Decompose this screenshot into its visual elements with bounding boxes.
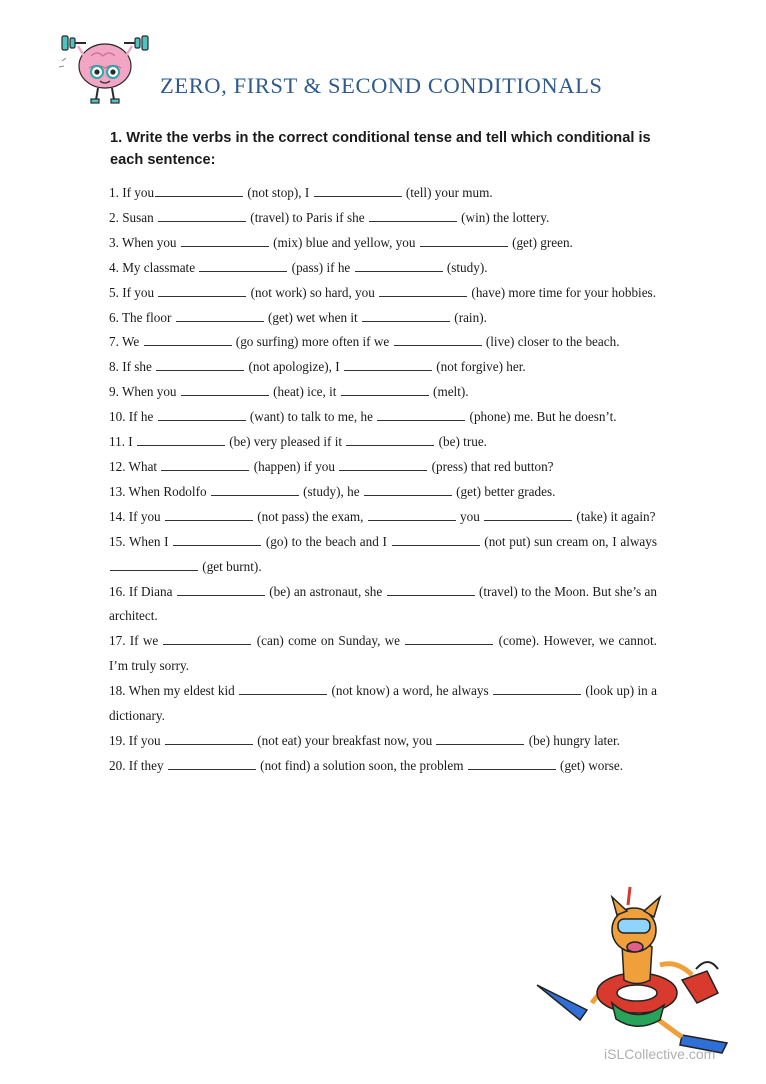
- item-text: (not apologize), I: [245, 359, 343, 375]
- item-text: (not work) so hard, you: [247, 284, 379, 300]
- item-text: 6. The floor: [109, 309, 175, 325]
- exercise-item: [109, 405, 657, 430]
- answer-blank[interactable]: [368, 510, 456, 521]
- answer-blank[interactable]: [137, 435, 225, 446]
- item-text: (want) to talk to me, he: [246, 409, 377, 425]
- item-text: (come). However, we cannot. I’m truly sorry.: [109, 633, 657, 674]
- exercise-item: [109, 256, 657, 281]
- item-text: 1. If you: [109, 185, 155, 200]
- item-text: (heat) ice, it: [269, 384, 340, 400]
- answer-blank[interactable]: [199, 261, 287, 272]
- answer-blank[interactable]: [355, 261, 443, 272]
- exercise-item: [109, 729, 657, 754]
- item-text: (go) to the beach and I: [262, 533, 391, 549]
- item-text: (not know) a word, he always: [328, 683, 492, 699]
- answer-blank[interactable]: [176, 311, 264, 322]
- snorkeling-cat-icon: [532, 885, 732, 1055]
- answer-blank[interactable]: [493, 684, 581, 695]
- item-text: 2. Susan: [109, 209, 157, 225]
- item-text: 19. If you: [109, 732, 164, 748]
- item-text: (tell) your mum.: [402, 185, 493, 200]
- item-text: (travel) to the Moon. But she’s an architect.: [109, 583, 657, 624]
- item-text: 17. If we: [109, 633, 163, 649]
- item-text: (get) better grades.: [452, 483, 556, 499]
- exercise-item: [109, 231, 657, 256]
- item-text: (have) more time for your hobbies.: [468, 284, 656, 300]
- item-text: (pass) if he: [288, 259, 354, 275]
- item-text: 12. What: [109, 458, 161, 474]
- answer-blank[interactable]: [484, 510, 572, 521]
- answer-blank[interactable]: [239, 684, 327, 695]
- exercise-item: [109, 281, 657, 306]
- item-text: (phone) me. But he doesn’t.: [466, 409, 617, 425]
- page-title: ZERO, FIRST & SECOND CONDITIONALS: [160, 73, 603, 98]
- exercise-instruction: 1. Write the verbs in the correct conditional tense and tell which conditional is each sentence:: [110, 130, 651, 168]
- answer-blank[interactable]: [369, 211, 457, 222]
- item-text: 7. We: [109, 334, 143, 350]
- item-text: 16. If Diana: [109, 583, 176, 599]
- item-text: 15. When I: [109, 533, 173, 549]
- exercise-item: [109, 306, 657, 331]
- item-text: 9. When you: [109, 384, 180, 400]
- answer-blank[interactable]: [420, 236, 508, 247]
- answer-blank[interactable]: [158, 286, 246, 297]
- item-text: (melt).: [429, 384, 469, 400]
- item-text: (be) an astronaut, she: [265, 583, 386, 599]
- item-text: (press) that red button?: [428, 458, 554, 474]
- answer-blank[interactable]: [163, 634, 251, 645]
- answer-blank[interactable]: [158, 410, 246, 421]
- item-text: (get burnt).: [199, 558, 262, 574]
- answer-blank[interactable]: [110, 560, 198, 571]
- item-text: 5. If you: [109, 284, 158, 300]
- item-text: 14. If you: [109, 508, 164, 524]
- answer-blank[interactable]: [144, 335, 232, 346]
- answer-blank[interactable]: [364, 485, 452, 496]
- answer-blank[interactable]: [346, 435, 434, 446]
- item-text: (not eat) your breakfast now, you: [253, 732, 436, 748]
- answer-blank[interactable]: [168, 759, 256, 770]
- answer-blank[interactable]: [211, 485, 299, 496]
- answer-blank[interactable]: [387, 585, 475, 596]
- answer-blank[interactable]: [405, 634, 493, 645]
- exercise-item: [109, 530, 657, 580]
- item-text: (mix) blue and yellow, you: [269, 234, 419, 250]
- answer-blank[interactable]: [392, 535, 480, 546]
- item-text: (not find) a solution soon, the problem: [256, 757, 467, 773]
- item-text: you: [456, 508, 484, 524]
- item-text: 13. When Rodolfo: [109, 483, 210, 499]
- item-text: (not put) sun cream on, I always: [480, 533, 657, 549]
- item-text: (not forgive) her.: [432, 359, 526, 375]
- answer-blank[interactable]: [339, 460, 427, 471]
- item-text: 8. If she: [109, 359, 156, 375]
- answer-blank[interactable]: [379, 286, 467, 297]
- exercise-item: [109, 380, 657, 405]
- item-text: (get) wet when it: [264, 309, 361, 325]
- answer-blank[interactable]: [344, 360, 432, 371]
- item-text: (study).: [443, 259, 488, 275]
- item-text: (take) it again?: [573, 508, 656, 524]
- answer-blank[interactable]: [158, 211, 246, 222]
- item-text: (be) very pleased if it: [225, 434, 346, 450]
- answer-blank[interactable]: [156, 360, 244, 371]
- exercise-item: [109, 505, 657, 530]
- answer-blank[interactable]: [155, 186, 243, 197]
- answer-blank[interactable]: [468, 759, 556, 770]
- exercise-item: [109, 330, 657, 355]
- answer-blank[interactable]: [161, 460, 249, 471]
- item-text: 18. When my eldest kid: [109, 683, 239, 699]
- answer-blank[interactable]: [181, 385, 269, 396]
- item-text: (go surfing) more often if we: [232, 334, 393, 350]
- exercise-item: [109, 679, 657, 729]
- answer-blank[interactable]: [314, 186, 402, 197]
- answer-blank[interactable]: [436, 734, 524, 745]
- exercise-item: [109, 430, 657, 455]
- exercise-item: [109, 355, 657, 380]
- item-text: 20. If they: [109, 757, 167, 773]
- item-text: 3. When you: [109, 234, 180, 250]
- item-text: (not stop), I: [244, 185, 313, 200]
- answer-blank[interactable]: [165, 734, 253, 745]
- item-text: (travel) to Paris if she: [247, 209, 368, 225]
- item-text: 11. I: [109, 434, 136, 450]
- item-text: (can) come on Sunday, we: [252, 633, 405, 649]
- exercise-item: [109, 206, 657, 231]
- answer-blank[interactable]: [377, 410, 465, 421]
- item-text: (be) true.: [435, 434, 487, 450]
- item-text: 4. My classmate: [109, 259, 199, 275]
- footer-watermark: iSLCollective.com: [604, 1046, 716, 1062]
- answer-blank[interactable]: [362, 311, 450, 322]
- item-text: (be) hungry later.: [525, 732, 620, 748]
- item-text: (study), he: [299, 483, 363, 499]
- item-text: (get) worse.: [556, 757, 624, 773]
- item-text: (get) green.: [508, 234, 573, 250]
- item-text: (happen) if you: [250, 458, 339, 474]
- exercise-item: [109, 455, 657, 480]
- exercise-item: [109, 754, 657, 779]
- exercise-item: [109, 629, 657, 679]
- answer-blank[interactable]: [173, 535, 261, 546]
- answer-blank[interactable]: [177, 585, 265, 596]
- item-text: (win) the lottery.: [457, 209, 550, 225]
- item-text: (rain).: [451, 309, 487, 325]
- answer-blank[interactable]: [181, 236, 269, 247]
- item-text: (look up) in a dictionary.: [109, 683, 657, 724]
- exercise-list: [109, 181, 657, 779]
- exercise-item: [109, 580, 657, 630]
- exercise-item: [109, 480, 657, 505]
- item-text: (live) closer to the beach.: [482, 334, 620, 350]
- exercise-item: [109, 181, 657, 206]
- item-text: (not pass) the exam,: [253, 508, 367, 524]
- answer-blank[interactable]: [165, 510, 253, 521]
- answer-blank[interactable]: [341, 385, 429, 396]
- item-text: 10. If he: [109, 409, 157, 425]
- brain-logo-icon: [56, 28, 156, 108]
- answer-blank[interactable]: [394, 335, 482, 346]
